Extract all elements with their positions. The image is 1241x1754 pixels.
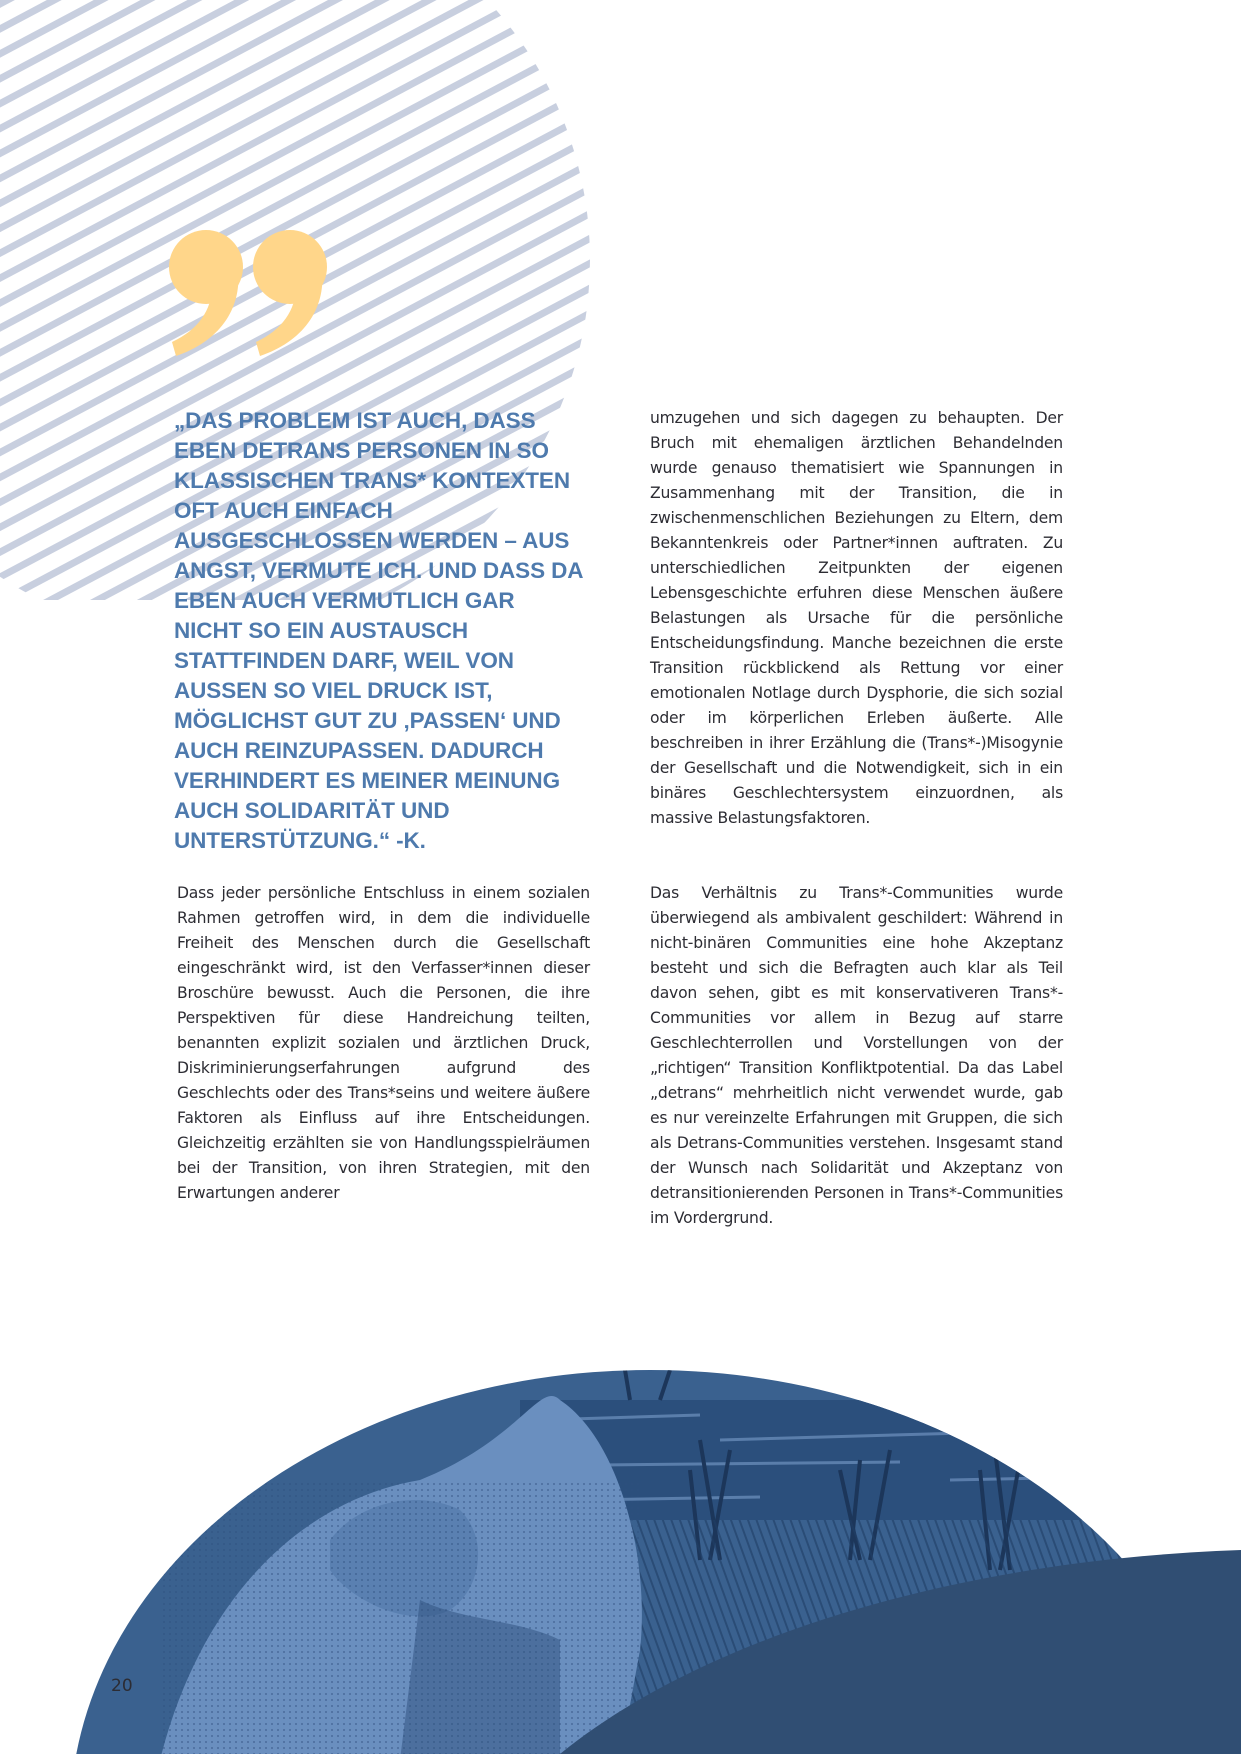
body-column-right-bottom	[650, 881, 1063, 1231]
pull-quote: „DAS PROBLEM IST AUCH, DASS EBEN DETRANS PERSONEN IN SO KLASSISCHEN TRANS* KONTEXTEN OFT AUCH EINFACH AUSGESCHLOSSEN WERDEN – AUS ANGST, VERMUTE ICH. UND DASS DA EBEN AUCH VERMUTLICH GAR NICHT SO EIN AUSTAUSCH STATTFINDEN DARF, WEIL VON AUSSEN SO VIEL DRUCK IST, MÖGLICHST GUT ZU ‚PASSEN‘ UND AUCH REINZUPASSEN. DADURCH VERHINDERT ES MEINER MEINUNG AUCH SOLIDARITÄT UND UNTERSTÜTZUNG.“ -K.	[174, 408, 583, 853]
paragraph: Dass jeder persönliche Entschluss in einem sozialen Rahmen getroffen wird, in dem die individuelle Freiheit des Menschen durch die Gesellschaft eingeschränkt wird, ist den Verfasser*innen dieser Broschüre bewusst. Auch die Personen, die ihre Perspektiven für diese Handreichung teilten, benannten explizit sozialen und ärztlichen Druck, Diskriminierungserfahrungen aufgrund des Geschlechts oder des Trans*seins und weitere äußere Faktoren als Einfluss auf ihre Entscheidungen. Gleichzeitig erzählten sie von Handlungsspielräumen bei der Transition, von ihren Strategien, mit den Erwartungen anderer	[177, 884, 590, 1202]
paragraph: Das Verhältnis zu Trans*-Communities wurde überwiegend als ambivalent geschildert: Während in nicht-binären Communities eine hohe Akzeptanz besteht und sich die Befragten auch klar als Teil davon sehen, gibt es mit konservativeren Trans*-Communities vor allem in Bezug auf starre Geschlechterrollen und Vorstellungen von der „richtigen“ Transition Konfliktpotential. Da das Label „detrans“ mehrheitlich nicht verwendet wurde, gab es nur vereinzelte Erfahrungen mit Gruppen, die sich als Detrans-Communities verstehen. Insgesamt stand der Wunsch nach Solidarität und Akzeptanz von detransitionierenden Personen in Trans*-Communities im Vordergrund.	[650, 884, 1063, 1227]
quote-mark-icon	[168, 230, 338, 365]
page-number: 20	[111, 1676, 133, 1696]
paragraph: umzugehen und sich dagegen zu behaupten. Der Bruch mit ehemaligen ärztlichen Behandelnden wurde genauso thematisiert wie Spannungen in Zusammenhang mit der Transition, die in zwischenmenschlichen Beziehungen zu Eltern, dem Bekanntenkreis oder Partner*innen auftraten. Zu unterschiedlichen Zeitpunkten der eigenen Lebensgeschichte erfuhren diese Menschen äußere Belastungen als Ursache für die persönliche Entscheidungsfindung. Manche bezeichnen die erste Transition rückblickend als Rettung vor einer emotionalen Notlage durch Dysphorie, die sich sozial oder im körperlichen Erleben äußerte. Alle beschreiben in ihrer Erzählung die (Trans*-)Misogynie der Gesellschaft und die Notwendigkeit, sich in ein binäres Geschlechtersystem einzuordnen, als massive Belastungsfaktoren.	[650, 409, 1063, 827]
body-column-right-top	[650, 406, 1063, 831]
body-column-left	[177, 881, 590, 1206]
